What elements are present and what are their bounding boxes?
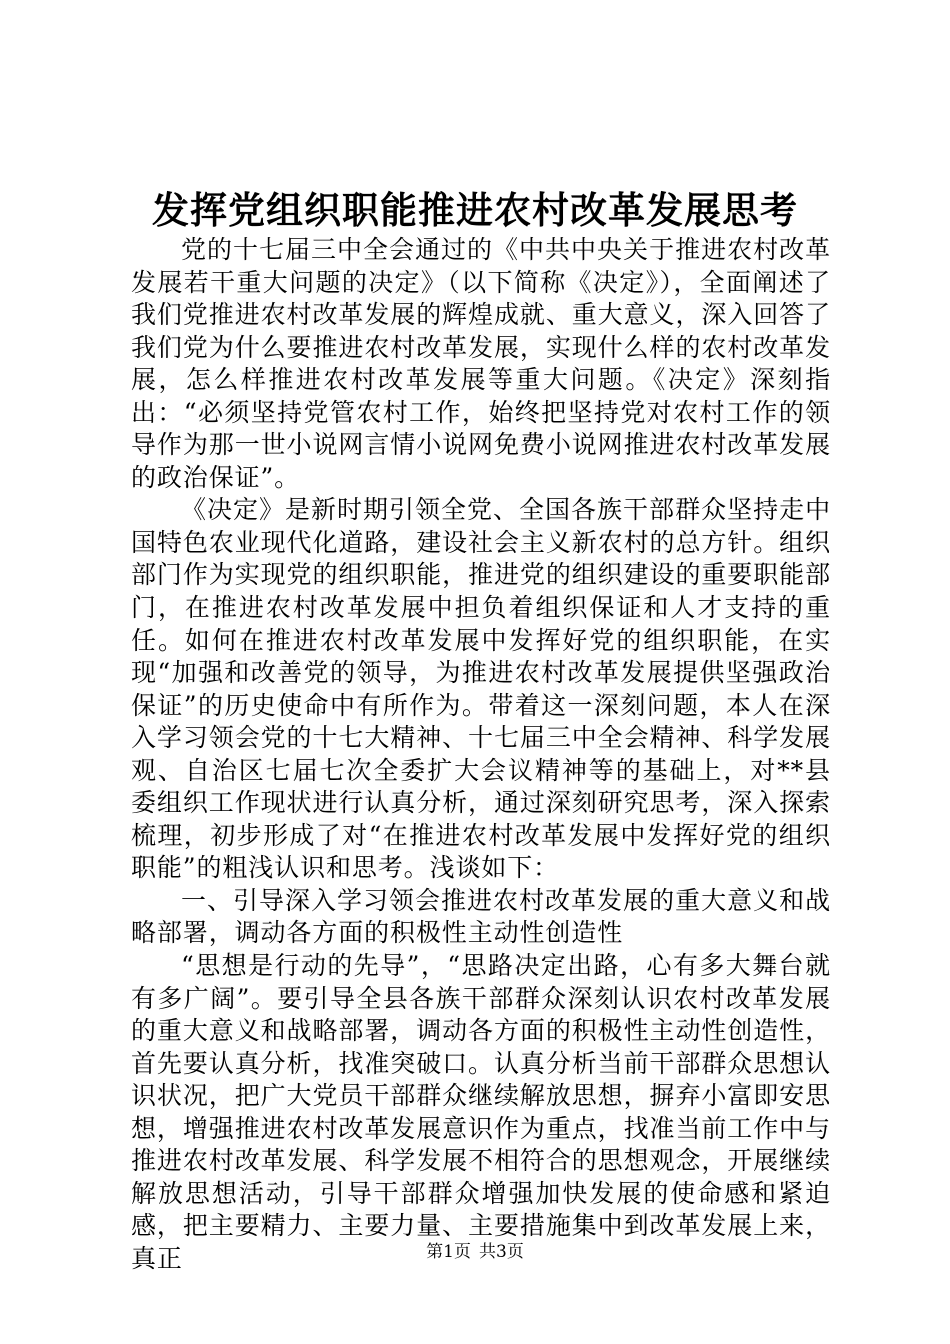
page-total: 共3页: [479, 1242, 524, 1262]
paragraph-thinking: “思想是行动的先导”，“思路决定出路，心有多大舞台就有多广阔”。要引导全县各族干部群众深刻认识农村改革发展的重大意义和战略部署，调动各方面的积极性主动性创造性，首先要认真分析，找准突破口。认真分析当前干部群众思想认识状况，把广大党员干部群众继续解放思想，摒弃小富即安思想，增强推进农村改革发展意识作为重点，找准当前工作中与推进农村改革发展、科学发展不相符合的思想观念，开展继续解放思想活动，引导干部群众增强加快发展的使命感和紧迫感，把主要精力、主要力量、主要措施集中到改革发展上来，真正: [131, 951, 831, 1273]
page-footer: [0, 1240, 950, 1264]
page-number: 第1页: [426, 1242, 471, 1262]
paragraph-intro: 党的十七届三中全会通过的《中共中央关于推进农村改革发展若干重大问题的决定》（以下简称《决定》），全面阐述了我们党推进农村改革发展的辉煌成就、重大意义，深入回答了我们党为什么要推进农村改革发展，实现什么样的农村改革发展，怎么样推进农村改革发展等重大问题。《决定》深刻指出：“必须坚持党管农村工作，始终把坚持党对农村工作的领导作为那一世小说网言情小说网免费小说网推进农村改革发展的政治保证”。: [131, 235, 831, 492]
section-heading-one: 一、引导深入学习领会推进农村改革发展的重大意义和战略部署，调动各方面的积极性主动性创造性: [131, 885, 831, 948]
paragraph-decision: 《决定》是新时期引领全党、全国各族干部群众坚持走中国特色农业现代化道路，建设社会主义新农村的总方针。组织部门作为实现党的组织职能，推进党的组织建设的重要职能部门，在推进农村改革发展中担负着组织保证和人才支持的重任。如何在推进农村改革发展中发挥好党的组织职能，在实现“加强和改善党的领导，为推进农村改革发展提供坚强政治保证”的历史使命中有所作为。带着这一深刻问题，本人在深入学习领会党的十七大精神、十七届三中全会精神、科学发展观、自治区七届七次全委扩大会议精神等的基础上，对**县委组织工作现状进行认真分析，通过深刻研究思考，深入探索梳理，初步形成了对“在推进农村改革发展中发挥好党的组织职能”的粗浅认识和思考。浅谈如下：: [131, 495, 831, 883]
document-body: [131, 234, 831, 1276]
document-title: 发挥党组织职能推进农村改革发展思考: [152, 188, 798, 232]
